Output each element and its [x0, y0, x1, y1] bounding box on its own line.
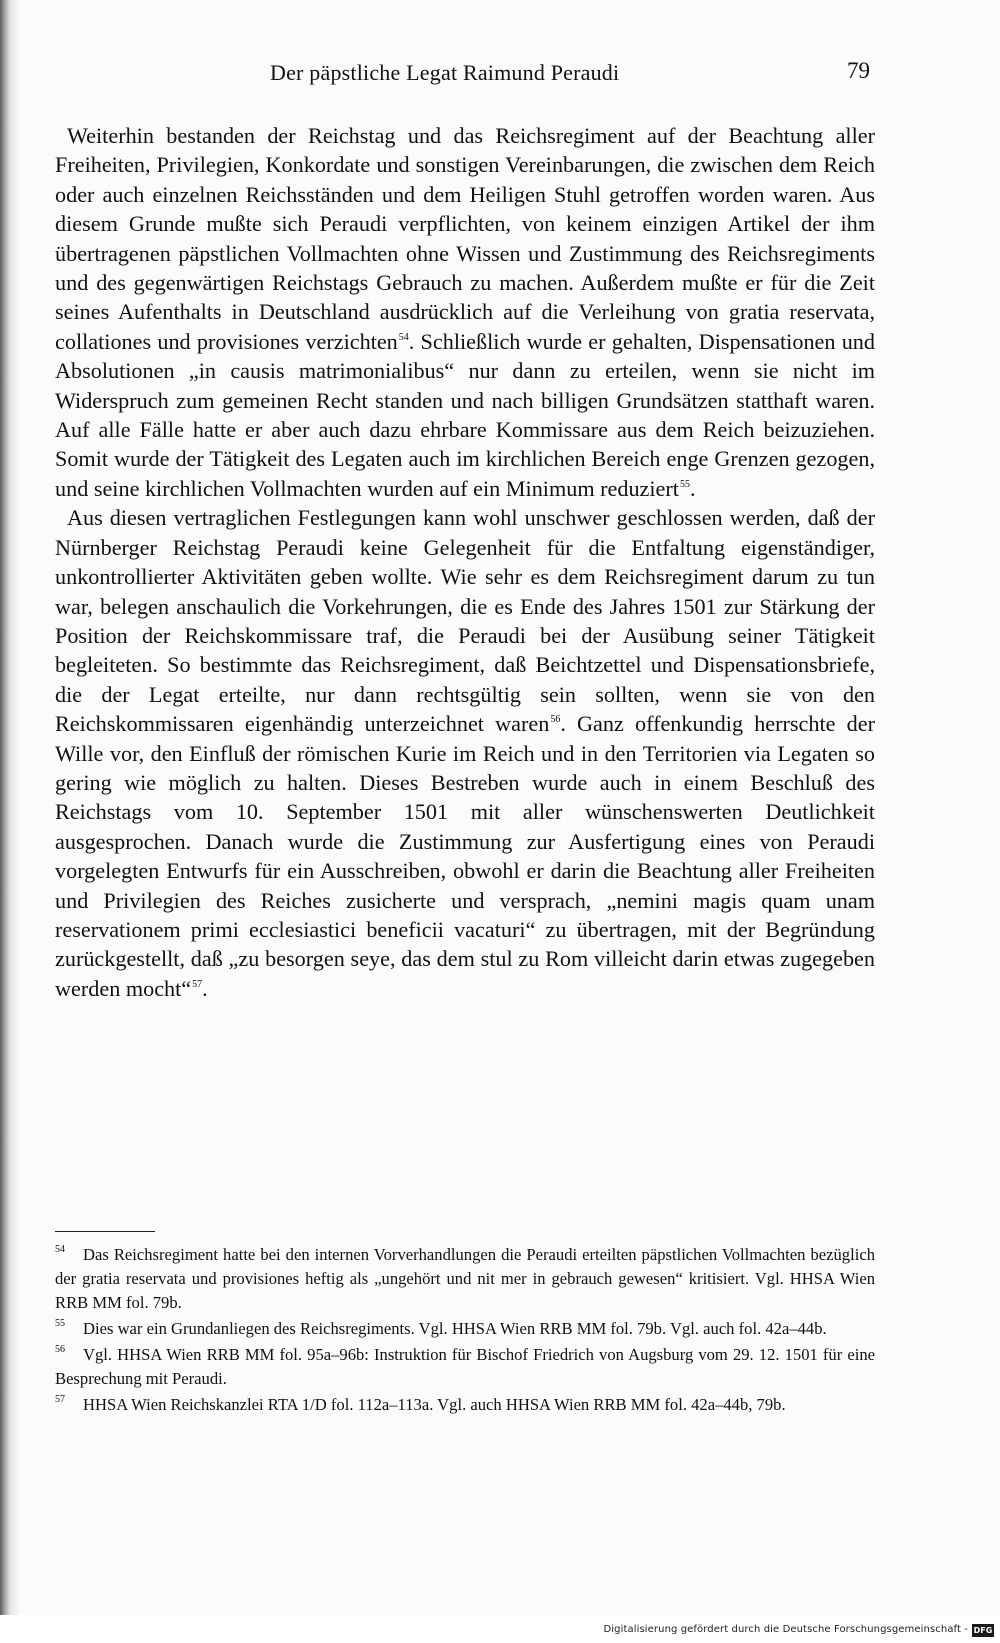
page-gutter-shadow: [0, 0, 20, 1643]
footnote-text: HHSA Wien Reichskanzlei RTA 1/D fol. 112a–113a. Vgl. auch HHSA Wien RRB MM fol. 42a–44b, 79b.: [83, 1395, 786, 1414]
footnote-ref-54: 54: [398, 331, 409, 343]
footnote-text: Das Reichsregiment hatte bei den internen Vorverhandlungen die Peraudi erteilten päpstlichen Vollmachten bezüglich der gratia reservata und provisiones heftig als „ungehört und nit mer in gebrauch gewesen“ kritisiert. Vgl. HHSA Wien RRB MM fol. 79b.: [55, 1245, 875, 1312]
footnote-57: [55, 1393, 875, 1417]
footnote-text: Vgl. HHSA Wien RRB MM fol. 95a–96b: Instruktion für Bischof Friedrich von Augsburg vom 29. 12. 1501 für eine Besprechung mit Peraudi.: [55, 1345, 875, 1388]
paragraph-1-part-3: .: [689, 475, 696, 501]
footnote-divider: [55, 1231, 155, 1232]
footnote-ref-55: 55: [679, 478, 690, 490]
page-header: [60, 60, 870, 96]
footnote-mark: 54: [55, 1244, 65, 1255]
footnote-ref-56: 56: [550, 714, 561, 726]
footnote-56: [55, 1343, 875, 1391]
paragraph-2-part-2: . Ganz offenkundig herrschte der Wille vor, den Einfluß der römischen Kurie im Reich und in den Territorien via Legaten so gering wie möglich zu halten. Dieses Bestreben wurde auch in einem Beschluß des Reichstags vom 10. September 1501 mit aller wünschenswerten Deutlichkeit ausgesprochen. Danach wurde die Zustimmung zur Ausfertigung eines von Peraudi vorgelegten Entwurfs für ein Ausschreiben, obwohl er darin die Beachtung aller Freiheiten und Privilegien des Reiches zusicherte und versprach, „nemini magis quam unam reservationem primi ecclesiastici beneficii vacaturi“ zu übertragen, mit der Begründung zurückgestellt, daß „zu besorgen seye, das dem stul zu Rom villeicht darin etwas zugegeben werden mocht“: [55, 711, 875, 1001]
paragraph-1-part-2: . Schließlich wurde er gehalten, Dispensationen und Absolutionen „in causis matrimonialibus“ nur dann zu erteilen, wenn sie nicht im Widerspruch zum gemeinen Recht standen und nach billigen Grundsätzen statthaft waren. Auf alle Fälle hatte er aber auch dazu ehrbare Kommissare aus dem Reich beizuziehen. Somit wurde der Tätigkeit des Legaten auch im kirchlichen Bereich enge Grenzen gezogen, und seine kirchlichen Vollmachten wurden auf ein Minimum reduziert: [55, 328, 875, 501]
footnote-ref-57: 57: [192, 978, 203, 990]
footnote-55: [55, 1317, 875, 1341]
dfg-logo: DFG: [973, 1626, 993, 1635]
paragraph-2: [55, 503, 875, 1003]
paragraph-2-part-1: Aus diesen vertraglichen Festlegungen kann wohl unschwer geschlossen werden, daß der Nürnberger Reichstag Peraudi keine Gelegenheit für die Entfaltung eigenständiger, unkontrollierter Aktivitäten geben wollte. Wie sehr es dem Reichsregiment darum zu tun war, belegen anschaulich die Vorkehrungen, die es Ende des Jahres 1501 zur Stärkung der Position der Reichskommissare traf, die Peraudi bei der Ausübung seiner Tätigkeit begleiteten. So bestimmte das Reichsregiment, daß Beichtzettel und Dispensationsbriefe, die der Legat erteilte, nur dann rechtsgültig sein sollten, wenn sie von den Reichskommissaren eigenhändig unterzeichnet waren: [55, 505, 875, 737]
paragraph-2-part-3: .: [202, 975, 208, 1001]
footnote-mark: 57: [55, 1394, 65, 1405]
footnote-mark: 56: [55, 1344, 65, 1355]
paragraph-1: [55, 121, 875, 503]
paragraph-1-part-1: Weiterhin bestanden der Reichstag und das Reichsregiment auf der Beachtung aller Freiheiten, Privilegien, Konkordate und sonstigen Vereinbarungen, die zwischen dem Reich oder auch einzelnen Reichsständen und dem Heiligen Stuhl getroffen worden waren. Aus diesem Grunde mußte sich Peraudi verpflichten, von keinem einzigen Artikel der ihm übertragenen päpstlichen Vollmachten ohne Wissen und Zustimmung des Reichsregiments und des gegenwärtigen Reichstags Gebrauch zu machen. Außerdem mußte er für die Zeit seines Aufenthalts in Deutschland ausdrücklich auf die Verleihung von gratia reservata, collationes und provisiones verzichten: [55, 123, 875, 354]
digitization-strip: [0, 1615, 1000, 1643]
main-text: [55, 121, 875, 1003]
footnote-mark: 55: [55, 1318, 65, 1329]
footnote-text: Dies war ein Grundanliegen des Reichsregiments. Vgl. HHSA Wien RRB MM fol. 79b. Vgl. auch fol. 42a–44b.: [83, 1319, 827, 1338]
footnote-54: [55, 1243, 875, 1315]
footnotes: [55, 1243, 875, 1419]
page-number: 79: [847, 58, 870, 83]
dfg-credit-text: Digitalisierung gefördert durch die Deutsche Forschungsgemeinschaft -: [603, 1624, 968, 1635]
running-title: Der päpstliche Legat Raimund Peraudi: [270, 60, 620, 85]
